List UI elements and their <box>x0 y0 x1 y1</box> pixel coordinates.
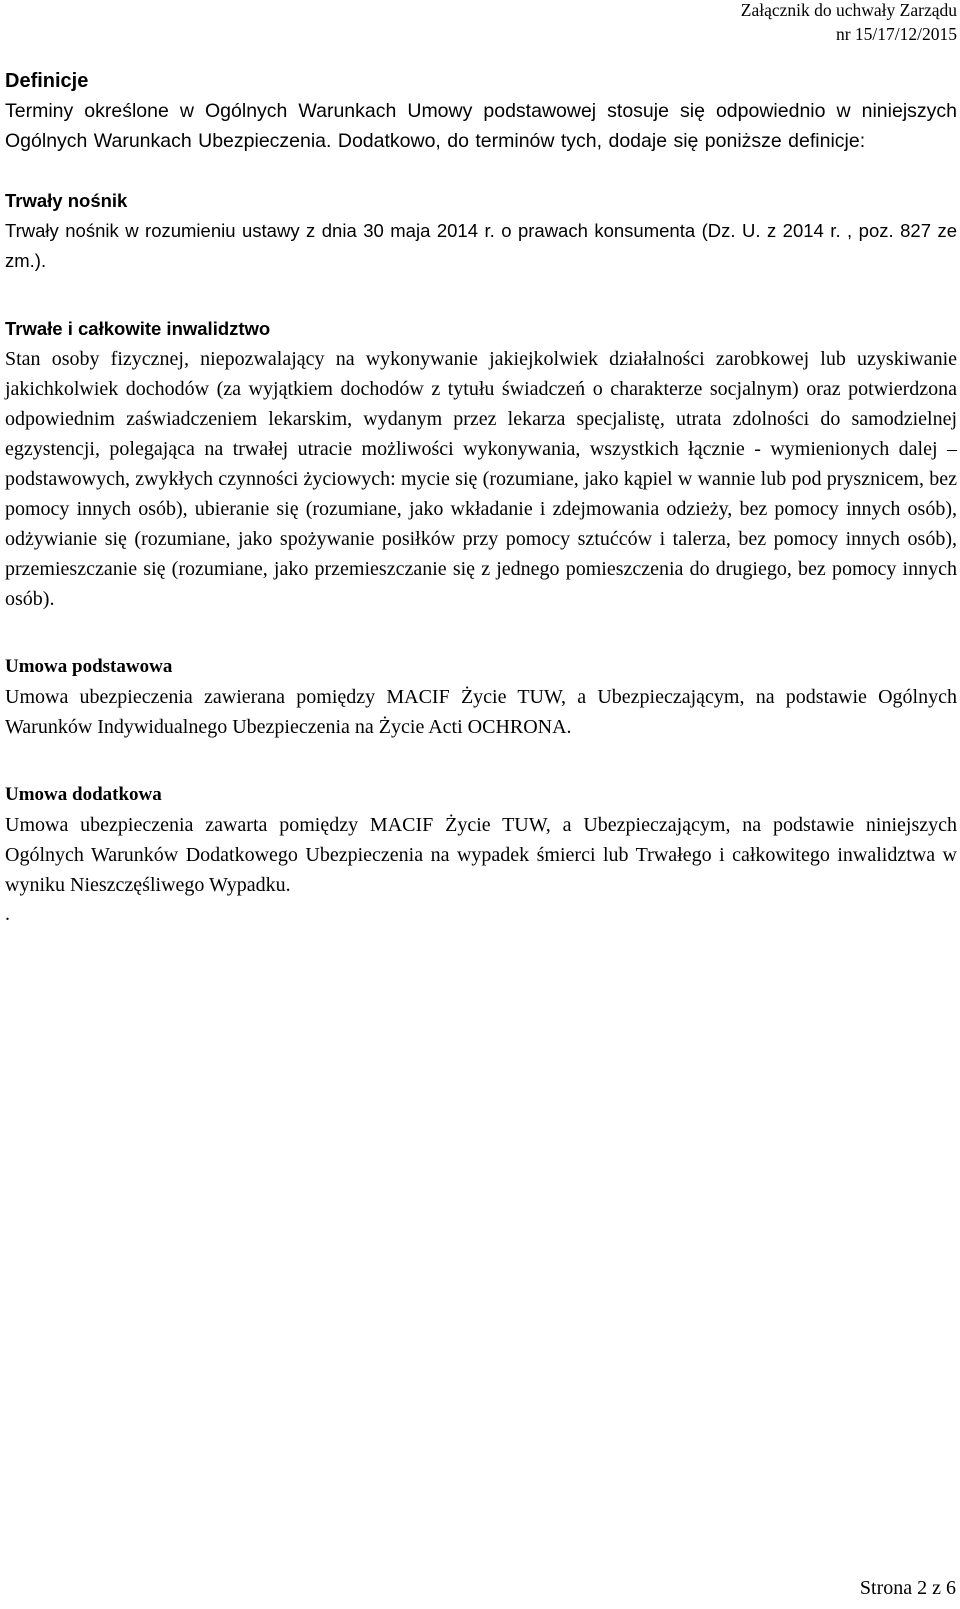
definition-term: Trwały nośnik <box>5 190 128 211</box>
page-header <box>741 0 957 46</box>
definition-text: Stan osoby fizycznej, niepozwalający na wykonywanie jakiejkolwiek działalności zarobkowej lub uzyskiwanie jakichkolwiek dochodów (za wyjątkiem dochodów z tytułu świadczeń o charakterze socjalnym) oraz potwierdzona odpowiednim zaświadczeniem lekarskim, wydanym przez lekarza specjalistę, utrata zdolności do samodzielnej egzystencji, polegająca na trwałej utracie możliwości wykonywania, wszystkich łącznie - wymienionych dalej – podstawowych, zwykłych czynności życiowych: mycie się (rozumiane, jako kąpiel w wannie lub pod prysznicem, bez pomocy innych osób), ubieranie się (rozumiane, jako wkładanie i zdejmowania odzieży, bez pomocy innych osób), odżywianie się (rozumiane, jako spożywanie posiłków przy pomocy sztućców i talerza, bez pomocy innych osób), przemieszczanie się (rozumiane, jako przemieszczanie się z jednego pomieszczenia do drugiego, bez pomocy innych osób). <box>5 348 957 610</box>
definition-text: Umowa ubezpieczenia zawarta pomiędzy MACIF Życie TUW, a Ubezpieczającym, na podstawie niniejszych Ogólnych Warunków Dodatkowego Ubezpieczenia na wypadek śmierci lub Trwałego i całkowitego inwalidztwa w wyniku Nieszczęśliwego Wypadku. <box>5 814 957 896</box>
definition-term: Trwałe i całkowite inwalidztwo <box>5 318 271 339</box>
definition-text: Trwały nośnik w rozumieniu ustawy z dnia 30 maja 2014 r. o prawach konsumenta (Dz. U. z 2014 r. , poz. 827 ze zm.). <box>5 220 957 271</box>
intro-paragraph: Terminy określone w Ogólnych Warunkach Umowy podstawowej stosuje się odpowiednio w niniejszych Ogólnych Warunkach Ubezpieczenia. Dodatkowo, do terminów tych, dodaje się poniższe definicje: <box>5 100 957 152</box>
section-title: Definicje <box>5 70 89 92</box>
definition-basic-agreement <box>5 652 957 742</box>
page-number: Strona 2 z 6 <box>859 1577 956 1599</box>
definition-additional-agreement <box>5 780 957 900</box>
definition-term: Umowa dodatkowa <box>5 784 162 805</box>
trailing-dot: . <box>5 903 10 925</box>
definition-permanent-disability <box>5 314 957 614</box>
document-body <box>5 66 957 928</box>
definition-durable-medium <box>5 186 957 276</box>
header-attachment-line: Załącznik do uchwały Zarządu <box>740 0 957 20</box>
definition-term: Umowa podstawowa <box>5 656 173 677</box>
header-resolution-number: nr 15/17/12/2015 <box>835 24 957 44</box>
definition-text: Umowa ubezpieczenia zawierana pomiędzy MACIF Życie TUW, a Ubezpieczającym, na podstawie Ogólnych Warunków Indywidualnego Ubezpieczenia na Życie Acti OCHRONA. <box>5 686 957 738</box>
